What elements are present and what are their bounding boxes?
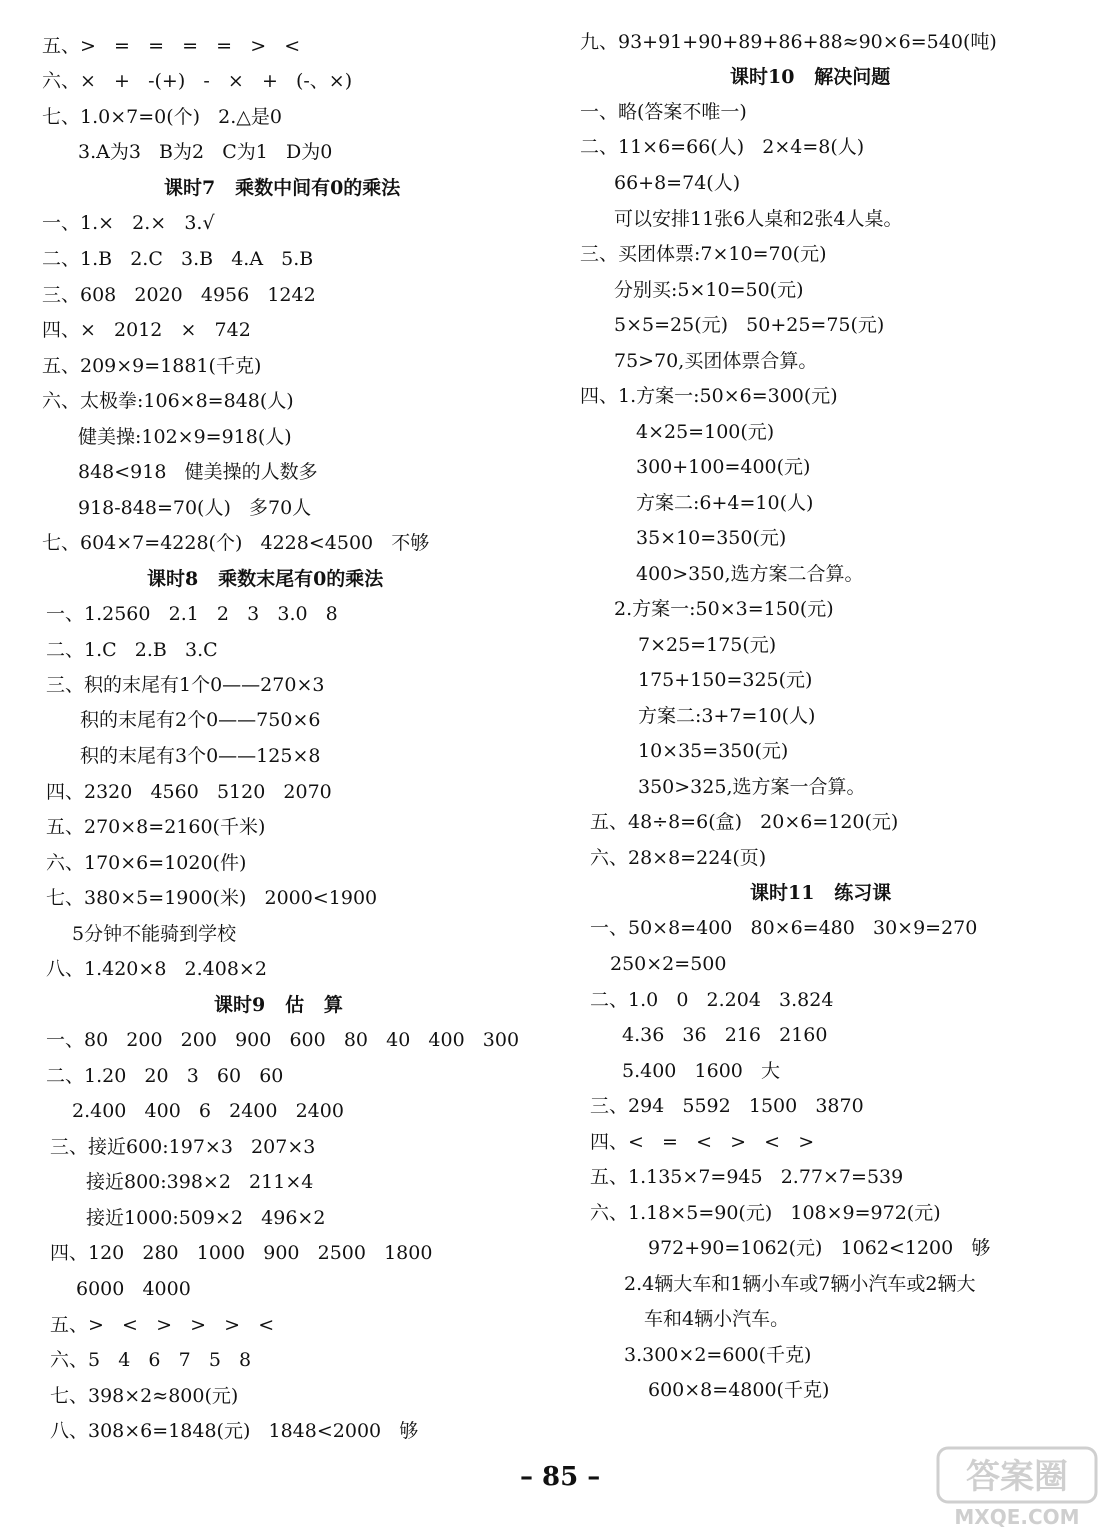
section-heading-lesson8: 课时8 乘数末尾有0的乘法	[147, 568, 384, 590]
section-heading-lesson10: 课时10 解决问题	[730, 66, 891, 88]
page-number: – 85 –	[520, 1462, 601, 1492]
answer-line: 六、170×6=1020(件)	[46, 852, 247, 874]
answer-line: 918-848=70(人) 多70人	[78, 497, 312, 519]
answer-line: 3.300×2=600(千克)	[624, 1344, 812, 1366]
answer-line: 四、1.方案一:50×6=300(元)	[580, 385, 838, 407]
answer-line: 四、< = < > < >	[590, 1131, 815, 1153]
answer-line: 车和4辆小汽车。	[644, 1308, 790, 1330]
answer-line: 四、120 280 1000 900 2500 1800	[50, 1242, 433, 1264]
answer-line: 300+100=400(元)	[636, 456, 811, 478]
answer-line: 八、1.420×8 2.408×2	[46, 958, 267, 980]
answer-line: 五、270×8=2160(千米)	[46, 816, 266, 838]
answer-line: 健美操:102×9=918(人)	[78, 426, 292, 448]
answer-line: 6000 4000	[76, 1278, 191, 1300]
answer-line: 三、608 2020 4956 1242	[42, 284, 316, 306]
watermark-logo	[936, 1446, 1098, 1530]
answer-line: 972+90=1062(元) 1062<1200 够	[648, 1237, 991, 1259]
answer-line: 三、积的末尾有1个0——270×3	[46, 674, 325, 696]
answer-line: 五、1.135×7=945 2.77×7=539	[590, 1166, 904, 1188]
answer-line: 7×25=175(元)	[638, 634, 777, 656]
section-heading-lesson7: 课时7 乘数中间有0的乘法	[164, 177, 401, 199]
answer-line: 175+150=325(元)	[638, 669, 813, 691]
answer-line: 5×5=25(元) 50+25=75(元)	[614, 314, 885, 336]
answer-line: 九、93+91+90+89+86+88≈90×6=540(吨)	[580, 31, 997, 53]
answer-line: 方案二:6+4=10(人)	[636, 492, 814, 514]
answer-line: 积的末尾有3个0——125×8	[80, 745, 321, 767]
answer-line: 六、× + -(+) - × + (-、×)	[42, 70, 353, 92]
answer-line: 400>350,选方案二合算。	[636, 563, 864, 585]
answer-line: 二、1.0 0 2.204 3.824	[590, 989, 834, 1011]
answer-line: 积的末尾有2个0——750×6	[80, 709, 321, 731]
answer-line: 10×35=350(元)	[638, 740, 789, 762]
answer-line: 接近1000:509×2 496×2	[86, 1207, 326, 1229]
answer-line: 七、398×2≈800(元)	[50, 1385, 239, 1407]
answer-line: 250×2=500	[610, 953, 727, 975]
answer-line: 六、5 4 6 7 5 8	[50, 1349, 252, 1371]
answer-line: 2.400 400 6 2400 2400	[72, 1100, 344, 1122]
answer-line: 七、1.0×7=0(个) 2.△是0	[42, 106, 283, 128]
answer-line: 2.4辆大车和1辆小车或7辆小汽车或2辆大	[624, 1273, 976, 1295]
answer-line: 五、209×9=1881(千克)	[42, 355, 262, 377]
watermark-text: 答案圈	[966, 1457, 1068, 1497]
answer-line: 4.36 36 216 2160	[622, 1024, 828, 1046]
answer-line: 5.400 1600 大	[622, 1060, 780, 1082]
answer-line: 八、308×6=1848(元) 1848<2000 够	[50, 1420, 419, 1442]
answer-line: 3.A为3 B为2 C为1 D为0	[78, 141, 333, 163]
answer-line: 六、1.18×5=90(元) 108×9=972(元)	[590, 1202, 941, 1224]
answer-line: 66+8=74(人)	[614, 172, 741, 194]
answer-line: 方案二:3+7=10(人)	[638, 705, 816, 727]
answer-line: 三、接近600:197×3 207×3	[50, 1136, 316, 1158]
answer-line: 2.方案一:50×3=150(元)	[614, 598, 834, 620]
answer-line: 可以安排11张6人桌和2张4人桌。	[614, 208, 903, 230]
answer-line: 35×10=350(元)	[636, 527, 787, 549]
answer-line: 分别买:5×10=50(元)	[614, 279, 804, 301]
answer-line: 5分钟不能骑到学校	[72, 923, 237, 945]
answer-line: 4×25=100(元)	[636, 421, 775, 443]
answer-line: 五、48÷8=6(盒) 20×6=120(元)	[590, 811, 899, 833]
answer-line: 六、28×8=224(页)	[590, 847, 767, 869]
answer-line: 五、> = = = = > <	[42, 35, 301, 57]
answer-line: 五、> < > > > <	[50, 1314, 275, 1336]
answer-line: 一、50×8=400 80×6=480 30×9=270	[590, 917, 978, 939]
answer-line: 二、11×6=66(人) 2×4=8(人)	[580, 136, 865, 158]
watermark-url: MXQE.COM	[954, 1505, 1080, 1529]
answer-line: 接近800:398×2 211×4	[86, 1171, 314, 1193]
answer-line: 四、× 2012 × 742	[42, 319, 251, 341]
answer-line: 七、604×7=4228(个) 4228<4500 不够	[42, 532, 430, 554]
section-heading-lesson9: 课时9 估 算	[214, 994, 343, 1016]
answer-line: 三、294 5592 1500 3870	[590, 1095, 864, 1117]
answer-line: 一、1.2560 2.1 2 3 3.0 8	[46, 603, 338, 625]
answer-line: 848<918 健美操的人数多	[78, 461, 318, 483]
section-heading-lesson11: 课时11 练习课	[750, 882, 892, 904]
answer-line: 600×8=4800(千克)	[648, 1379, 830, 1401]
answer-line: 四、2320 4560 5120 2070	[46, 781, 332, 803]
answer-line: 一、1.× 2.× 3.√	[42, 212, 215, 234]
answer-line: 75>70,买团体票合算。	[614, 350, 818, 372]
answer-line: 七、380×5=1900(米) 2000<1900	[46, 887, 378, 909]
answer-line: 350>325,选方案一合算。	[638, 776, 866, 798]
answer-line: 二、1.20 20 3 60 60	[46, 1065, 284, 1087]
answer-line: 一、略(答案不唯一)	[580, 101, 747, 123]
answer-line: 二、1.B 2.C 3.B 4.A 5.B	[42, 248, 314, 270]
answer-line: 一、80 200 200 900 600 80 40 400 300	[46, 1029, 520, 1051]
answer-line: 六、太极拳:106×8=848(人)	[42, 390, 294, 412]
answer-line: 三、买团体票:7×10=70(元)	[580, 243, 827, 265]
answer-line: 二、1.C 2.B 3.C	[46, 639, 218, 661]
